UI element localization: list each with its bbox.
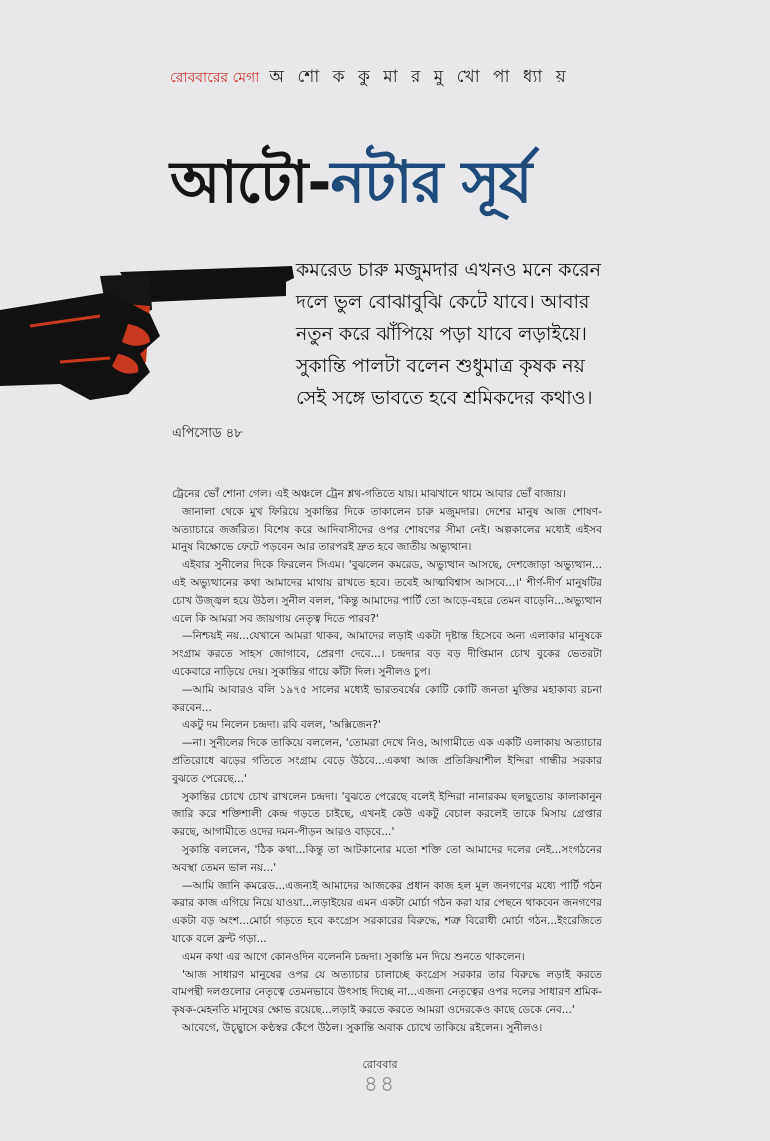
byline: [170, 64, 570, 92]
body-paragraph: 'আজ সাধারণ মানুষের ওপর যে অত্যাচার চালাচ্ছে কংগ্রেস সরকার তার বিরুদ্ধে লড়াই করতে বামপন্থী দলগুলোর নেতৃত্বে তেমনভাবে উৎসাহ দিচ্ছে না...এজন্য নেতৃত্বের ওপর দলের সাধারণ শ্রমিক-কৃষক-মেহনতি মানুষের ক্ষোভ রয়েছে...লড়াই করতে করতে আমরা ওদেরকেও কাছে ডেকে নেব...': [172, 968, 602, 1017]
section-tag: রোববারের মেগা: [170, 70, 260, 86]
page-footer: [0, 1056, 770, 1095]
intro-line: কমরেড চারু মজুমদার এখনও মনে করেন: [296, 259, 601, 281]
body-paragraph: —না। সুনীলের দিকে তাকিয়ে বললেন, 'তোমরা দেখে নিও, আগামীতে এক একটি এলাকায় অত্যাচার প্রতিরোধে ঝড়ের গতিতে সংগ্রাম বেড়ে উঠবে...একথা আজ প্রতিক্রিয়াশীল ইন্দিরা গান্ধীর সরকার বুঝতে পেরেছে...': [172, 737, 602, 785]
intro-line: সুকান্তি পালটা বলেন শুধুমাত্র কৃষক নয়: [296, 355, 585, 377]
page-number: ৪৪: [363, 1072, 397, 1097]
pistol-hand-illustration: [0, 262, 300, 402]
author-name: অ শো ক কু মা র মু খো পা ধ্যা য়: [269, 67, 570, 87]
body-paragraph: —আমি আবারও বলি ১৯৭৫ সালের মধ্যেই ভারতবর্ষের কোটি কোটি জনতা মুক্তির মহাকাব্য রচনা করবেন...: [172, 683, 602, 714]
intro-line: দলে ভুল বোঝাবুঝি কেটে যাবে। আবার: [296, 291, 590, 313]
title-part-2: নটার সূর্য: [330, 148, 532, 216]
title-part-1: আটো-: [170, 148, 331, 216]
intro-line: সেই সঙ্গে ভাবতে হবে শ্রমিকদের কথাও।: [296, 387, 593, 409]
body-paragraph: এইবার সুনীলের দিকে ফিরলেন সিএম। 'বুঝলেন কমরেড, অভ্যুত্থান আসছে, দেশজোড়া অভ্যুত্থান... এই অভ্যুত্থানের কথা আমাদের মাথায় রাখতে হবে। তবেই আত্মবিশ্বাস আসবে...।' শীর্ণ-দীর্ণ মানুষটির চোখ উজ্জ্বল হয়ে উঠল। সুনীল বলল, 'কিন্তু আমাদের পার্টি তো আড়ে-বহরে তেমন বাড়েনি...অভ্যুত্থান এলে কি আমরা সব জায়গায় নেতৃত্ব দিতে পারব?': [172, 559, 602, 625]
body-paragraph: —নিশ্চয়ই নয়...যেখানে আমরা থাকব, আমাদের লড়াই একটা দৃষ্টান্ত হিসেবে অন্য এলাকার মানুষকে সংগ্রাম করতে সাহস জোগাবে, প্রেরণা দেবে...। চন্দ্রদার বড় বড় দীপ্তিমান চোখ বুকের ভেতরটা একেবারে নাড়িয়ে দেয়। সুকান্তির গায়ে কাঁটা দিল। সুনীলও চুপ।: [172, 630, 602, 678]
body-paragraph: সুকান্তির চোখে চোখ রাখলেন চন্দ্রদা। 'বুঝতে পেরেছে বলেই ইন্দিরা নানারকম ছলছুতোয় কালাকানুন জারি করে শক্তিশালী কেন্দ্র গড়তে চাইছে, এখনই কেউ একটু বেচাল করলেই তাকে মিসায় গ্রেপ্তার করছে, আগামীতে ওদের দমন-পীড়ন আরও বাড়বে...': [172, 790, 602, 839]
body-paragraph: একটু দম নিলেন চন্দ্রদা। রবি বলল, 'অক্সিজেন?': [182, 719, 381, 732]
story-title: [170, 138, 531, 235]
body-paragraph: ট্রেনের ভোঁ শোনা গেল। এই অঞ্চলে ট্রেন শ্লথ-গতিতে যায়। মাঝখানে থামে আবার ভোঁ বাজায়।: [172, 488, 567, 500]
body-paragraph: জানালা থেকে মুখ ফিরিয়ে সুকান্তির দিকে তাকালেন চারু মজুমদার। দেশের মানুষ আজ শোষণ-অত্যাচারে জর্জরিত। বিশেষ করে আদিবাসীদের ওপর শোষণের সীমা নেই। অল্পকালের মধ্যেই এইসব মানুষ বিক্ষোভে ফেটে পড়বেন আর তারপরই দ্রুত হবে জাতীয় অভ্যুত্থান।: [172, 505, 602, 554]
episode-label: এপিসোড ৪৮: [172, 426, 243, 441]
article-body: [172, 486, 602, 1038]
magazine-name: রোববার: [362, 1058, 398, 1071]
body-paragraph: সুকান্তি বললেন, 'ঠিক কথা...কিন্তু তা আটকানোর মতো শক্তি তো আমাদের দলের নেই...সংগঠনের অবস্থা তেমন ভাল নয়...': [172, 843, 602, 874]
body-paragraph: এমন কথা এর আগে কোনওদিন বলেননি চন্দ্রদা। সুকান্তি মন দিয়ে শুনতে থাকলেন।: [182, 950, 525, 963]
intro-pullquote: [296, 254, 626, 414]
body-paragraph: আবেগে, উচ্ছ্বাসে কণ্ঠস্বর কেঁপে উঠল। সুকান্তি অবাক চোখে তাকিয়ে রইলেন। সুনীলও।: [182, 1021, 543, 1034]
intro-line: নতুন করে ঝাঁপিয়ে পড়া যাবে লড়াইয়ে।: [296, 323, 587, 345]
body-paragraph: —আমি জানি কমরেড...এজন্যই আমাদের আজকের প্রধান কাজ হল মূল জনগণের মধ্যে পার্টি গঠন করার কাজ এগিয়ে নিয়ে যাওয়া...লড়াইয়ের এমন একটা মোর্চা গঠন করা যার পেছনে থাকবেন জনগণের একটা বড় অংশ...মোর্চা গড়তে হবে কংগ্রেস সরকারের বিরুদ্ধে, শত্রু বিরোধী মোর্চা গঠন...ইংরেজিতে যাকে বলে ফ্রন্ট গড়া...: [172, 879, 602, 945]
